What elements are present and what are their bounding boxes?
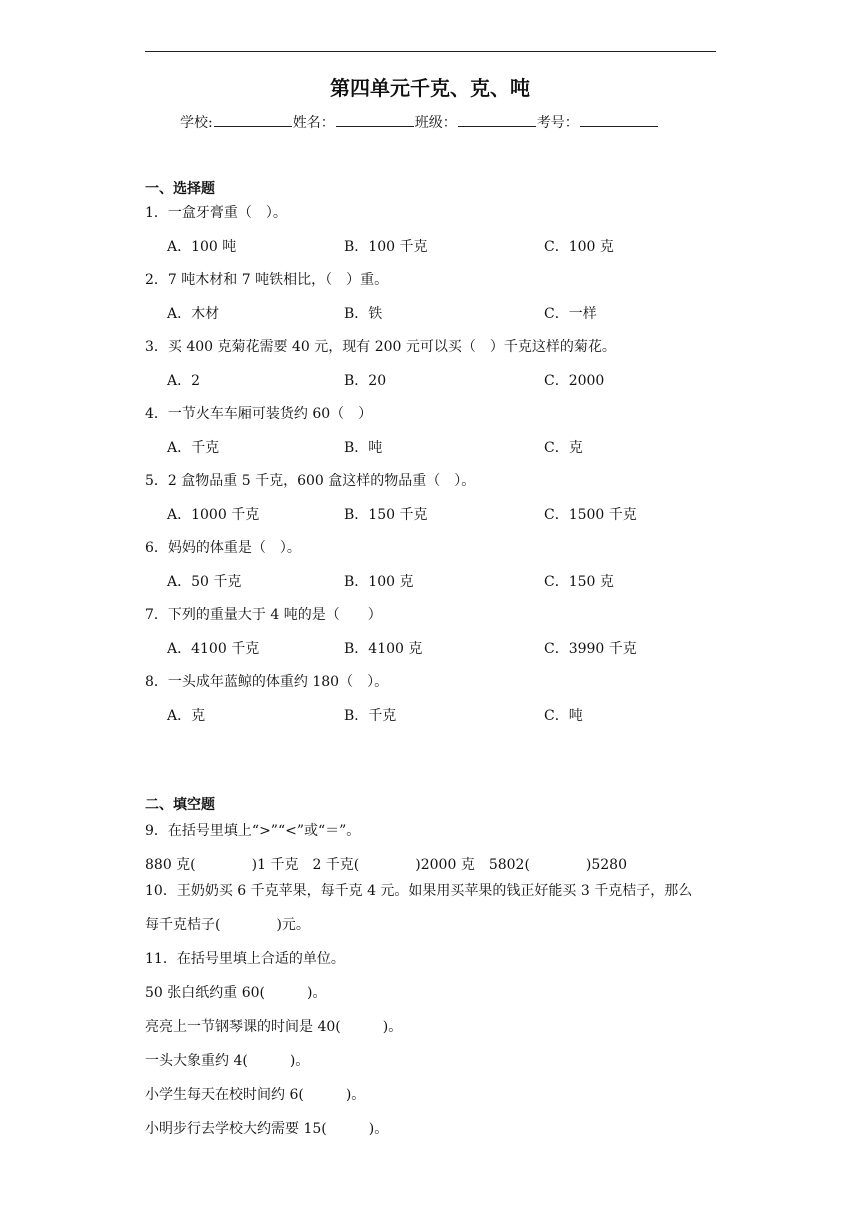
question-11-line-5[interactable]: 小明步行去学校大约需要 15( )。 — [145, 1121, 389, 1137]
question-3: 3．买 400 克菊花需要 40 元，现有 200 元可以买（ ）千克这样的菊花。 — [145, 339, 616, 355]
section-choice-title: 一、选择题 — [145, 181, 215, 197]
option-b[interactable]: B．20 — [344, 373, 387, 389]
question-9: 9．在括号里填上“>”“<”或“＝”。 — [145, 823, 361, 839]
question-10-line-1: 10．王奶奶买 6 千克苹果，每千克 4 元。如果用买苹果的钱正好能买 3 千克桔子，那么 — [145, 883, 693, 899]
options-1 — [145, 234, 725, 267]
question-4: 4．一节火车车厢可装货约 60（ ） — [145, 406, 373, 422]
class-blank[interactable] — [458, 112, 536, 127]
option-b[interactable]: B．150 千克 — [344, 507, 428, 523]
exam-no-blank[interactable] — [580, 112, 658, 127]
school-label: 学校: — [180, 115, 213, 131]
options-8 — [145, 703, 725, 736]
section-gap — [145, 736, 725, 794]
option-a[interactable]: A．100 吨 — [167, 239, 237, 255]
option-a[interactable]: A．克 — [167, 708, 206, 724]
option-b[interactable]: B．吨 — [344, 440, 383, 456]
option-a[interactable]: A．50 千克 — [167, 574, 242, 590]
question-11-line-4[interactable]: 小学生每天在校时间约 6( )。 — [145, 1087, 366, 1103]
options-5 — [145, 502, 725, 535]
option-c[interactable]: C．1500 千克 — [544, 507, 637, 523]
option-a[interactable]: A．4100 千克 — [167, 641, 260, 657]
options-7 — [145, 636, 725, 669]
question-11-line-2[interactable]: 亮亮上一节钢琴课的时间是 40( )。 — [145, 1019, 403, 1035]
question-7: 7．下列的重量大于 4 吨的是（ ） — [145, 607, 382, 623]
option-c[interactable]: C．2000 — [544, 373, 605, 389]
question-11: 11．在括号里填上合适的单位。 — [145, 951, 345, 967]
question-2: 2．7 吨木材和 7 吨铁相比，（ ）重。 — [145, 272, 389, 288]
school-blank[interactable] — [214, 112, 292, 127]
option-c[interactable]: C．一样 — [544, 306, 597, 322]
question-11-line-3[interactable]: 一头大象重约 4( )。 — [145, 1053, 310, 1069]
option-c[interactable]: C．3990 千克 — [544, 641, 637, 657]
section-fill-title: 二、填空题 — [145, 797, 215, 813]
class-label: 班级： — [414, 115, 457, 131]
student-info-line — [180, 112, 659, 133]
option-c[interactable]: C．150 克 — [544, 574, 614, 590]
options-2 — [145, 301, 725, 334]
exam-no-label: 考号： — [536, 115, 579, 131]
name-blank[interactable] — [336, 112, 414, 127]
question-8: 8．一头成年蓝鲸的体重约 180（ ）。 — [145, 674, 389, 690]
question-11-line-1[interactable]: 50 张白纸约重 60( )。 — [145, 985, 327, 1001]
options-6 — [145, 569, 725, 602]
question-10-line-2[interactable]: 每千克桔子( )元。 — [145, 917, 310, 933]
option-a[interactable]: A．1000 千克 — [167, 507, 260, 523]
option-b[interactable]: B．4100 克 — [344, 641, 423, 657]
question-6: 6．妈妈的体重是（ ）。 — [145, 540, 301, 556]
worksheet-content — [145, 178, 725, 1152]
options-3 — [145, 368, 725, 401]
question-1: 1．一盒牙膏重（ ）。 — [145, 205, 287, 221]
option-c[interactable]: C．克 — [544, 440, 583, 456]
page-title: 第四单元千克、克、吨 — [330, 76, 530, 100]
option-b[interactable]: B．千克 — [344, 708, 397, 724]
option-b[interactable]: B．100 克 — [344, 574, 414, 590]
option-b[interactable]: B．100 千克 — [344, 239, 428, 255]
option-c[interactable]: C．100 克 — [544, 239, 614, 255]
name-label: 姓名： — [292, 115, 335, 131]
option-a[interactable]: A．木材 — [167, 306, 220, 322]
option-b[interactable]: B．铁 — [344, 306, 383, 322]
options-4 — [145, 435, 725, 468]
header-rule — [145, 51, 716, 52]
option-a[interactable]: A．千克 — [167, 440, 220, 456]
question-5: 5．2 盒物品重 5 千克，600 盒这样的物品重（ ）。 — [145, 473, 476, 489]
question-9-line[interactable]: 880 克( )1 千克 2 千克( )2000 克 5802( )5280 — [145, 857, 627, 873]
option-c[interactable]: C．吨 — [544, 708, 583, 724]
option-a[interactable]: A．2 — [167, 373, 201, 389]
